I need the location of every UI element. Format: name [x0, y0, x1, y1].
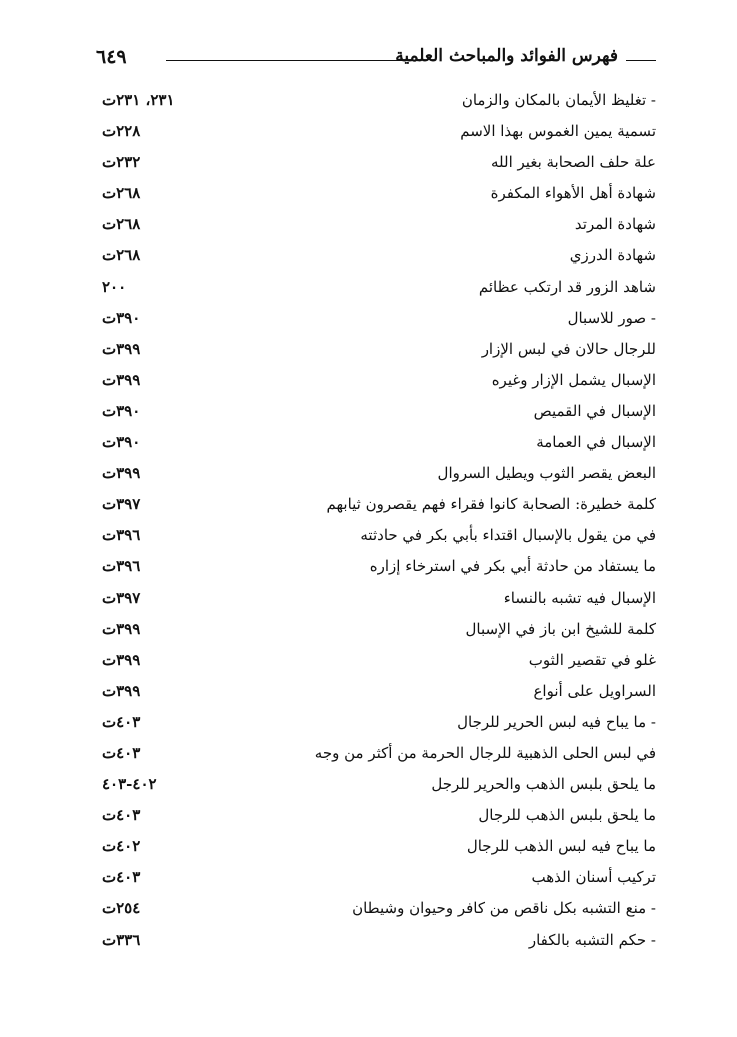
entry-title: للرجال حالان في لبس الإزار	[481, 339, 656, 358]
entry-page-ref: ٣٩٩ت	[102, 464, 141, 483]
header-rule-right	[626, 60, 656, 61]
index-entry	[96, 368, 656, 399]
entry-title: شاهد الزور قد ارتكب عظائم	[478, 277, 656, 296]
entry-title: السراويل على أنواع	[533, 681, 656, 700]
entry-page-ref: ٣٩٦ت	[102, 526, 141, 545]
entry-page-ref: ٣٩٩ت	[102, 650, 141, 669]
entry-page-ref: ٤٠٣ت	[102, 743, 141, 762]
entry-title: شهادة أهل الأهواء المكفرة	[490, 184, 656, 203]
entry-page-ref: ٣٩٦ت	[102, 557, 141, 576]
entry-page-ref: ٢٠٠	[102, 277, 127, 296]
index-entry	[96, 617, 656, 648]
page-header	[96, 36, 656, 76]
index-entry	[96, 710, 656, 741]
entry-title: ما يستفاد من حادثة أبي بكر في استرخاء إزاره	[369, 557, 656, 576]
index-entry	[96, 119, 656, 150]
entry-title: الإسبال فيه تشبه بالنساء	[503, 588, 656, 607]
entry-page-ref: ٣٩٠ت	[102, 401, 141, 420]
index-entry	[96, 88, 656, 119]
entry-title: الإسبال في العمامة	[536, 433, 656, 452]
index-entry	[96, 150, 656, 181]
entry-page-ref: ٤٠٢ت	[102, 837, 141, 856]
entry-title: في لبس الحلى الذهبية للرجال الحرمة من أكثر من وجه	[314, 743, 656, 762]
entry-title: - صور للاسبال	[567, 308, 656, 327]
entry-page-ref: ٣٩٠ت	[102, 308, 141, 327]
index-entry	[96, 834, 656, 865]
index-entry	[96, 648, 656, 679]
entry-page-ref: ٤٠٣ت	[102, 868, 141, 887]
header-rule-left	[166, 60, 416, 61]
entry-title: - ما يباح فيه لبس الحرير للرجال	[457, 712, 656, 731]
entry-page-ref: ٢٦٨ت	[102, 246, 141, 265]
entry-title: كلمة خطيرة: الصحابة كانوا فقراء فهم يقصرون ثيابهم	[326, 495, 656, 514]
index-entry	[96, 523, 656, 554]
index-entry	[96, 399, 656, 430]
entry-title: في من يقول بالإسبال اقتداء بأبي بكر في حادثته	[360, 526, 656, 545]
entry-title: شهادة الدرزي	[569, 246, 656, 265]
entry-title: ما يلحق بلبس الذهب والحرير للرجل	[431, 775, 656, 794]
entry-page-ref: ٢٥٤ت	[102, 899, 141, 918]
index-entry	[96, 461, 656, 492]
index-entries	[96, 88, 656, 959]
entry-page-ref: ٣٩٩ت	[102, 339, 141, 358]
index-entry	[96, 586, 656, 617]
index-entry	[96, 772, 656, 803]
entry-page-ref: ٢٣٢ت	[102, 153, 141, 172]
entry-title: الإسبال يشمل الإزار وغيره	[491, 370, 656, 389]
entry-page-ref: ٣٣٦ت	[102, 930, 141, 949]
entry-page-ref: ٣٩٧ت	[102, 588, 141, 607]
index-entry	[96, 896, 656, 927]
entry-title: شهادة المرتد	[574, 215, 656, 234]
entry-page-ref: ٣٩٠ت	[102, 433, 141, 452]
entry-page-ref: ٣٩٩ت	[102, 619, 141, 638]
index-entry	[96, 492, 656, 523]
entry-title: تركيب أسنان الذهب	[531, 868, 656, 887]
entry-page-ref: ٤٠٣ت	[102, 712, 141, 731]
entry-page-ref: ٤٠٣ت	[102, 806, 141, 825]
entry-title: - حكم التشبه بالكفار	[528, 930, 656, 949]
index-entry	[96, 181, 656, 212]
entry-title: - منع التشبه بكل ناقص من كافر وحيوان وشيطان	[352, 899, 656, 918]
index-entry	[96, 337, 656, 368]
entry-page-ref: ٢٢٨ت	[102, 122, 141, 141]
entry-page-ref: ٤٠٢-٤٠٣	[102, 775, 157, 794]
entry-title: ما يلحق بلبس الذهب للرجال	[478, 806, 656, 825]
index-entry	[96, 212, 656, 243]
entry-page-ref: ٣٩٩ت	[102, 681, 141, 700]
index-entry	[96, 275, 656, 306]
entry-title: تسمية يمين الغموس بهذا الاسم	[460, 122, 656, 141]
index-entry	[96, 243, 656, 274]
index-entry	[96, 306, 656, 337]
entry-page-ref: ٢٣١، ٢٣١ت	[102, 91, 175, 109]
entry-title: غلو في تقصير الثوب	[528, 650, 656, 669]
entry-page-ref: ٢٦٨ت	[102, 215, 141, 234]
index-entry	[96, 430, 656, 461]
page-number: ٦٤٩	[96, 46, 127, 68]
entry-page-ref: ٢٦٨ت	[102, 184, 141, 203]
entry-page-ref: ٣٩٧ت	[102, 495, 141, 514]
index-entry	[96, 865, 656, 896]
index-entry	[96, 554, 656, 585]
running-title: فهرس الفوائد والمباحث العلمية	[395, 46, 618, 66]
entry-page-ref: ٣٩٩ت	[102, 370, 141, 389]
entry-title: علة حلف الصحابة بغير الله	[491, 153, 656, 172]
index-entry	[96, 741, 656, 772]
entry-title: - تغليظ الأيمان بالمكان والزمان	[461, 91, 656, 109]
index-entry	[96, 928, 656, 959]
entry-title: ما يباح فيه لبس الذهب للرجال	[466, 837, 656, 856]
entry-title: كلمة للشيخ ابن باز في الإسبال	[465, 619, 656, 638]
index-entry	[96, 803, 656, 834]
entry-title: البعض يقصر الثوب ويطيل السروال	[437, 464, 656, 483]
index-entry	[96, 679, 656, 710]
entry-title: الإسبال في القميص	[533, 401, 656, 420]
